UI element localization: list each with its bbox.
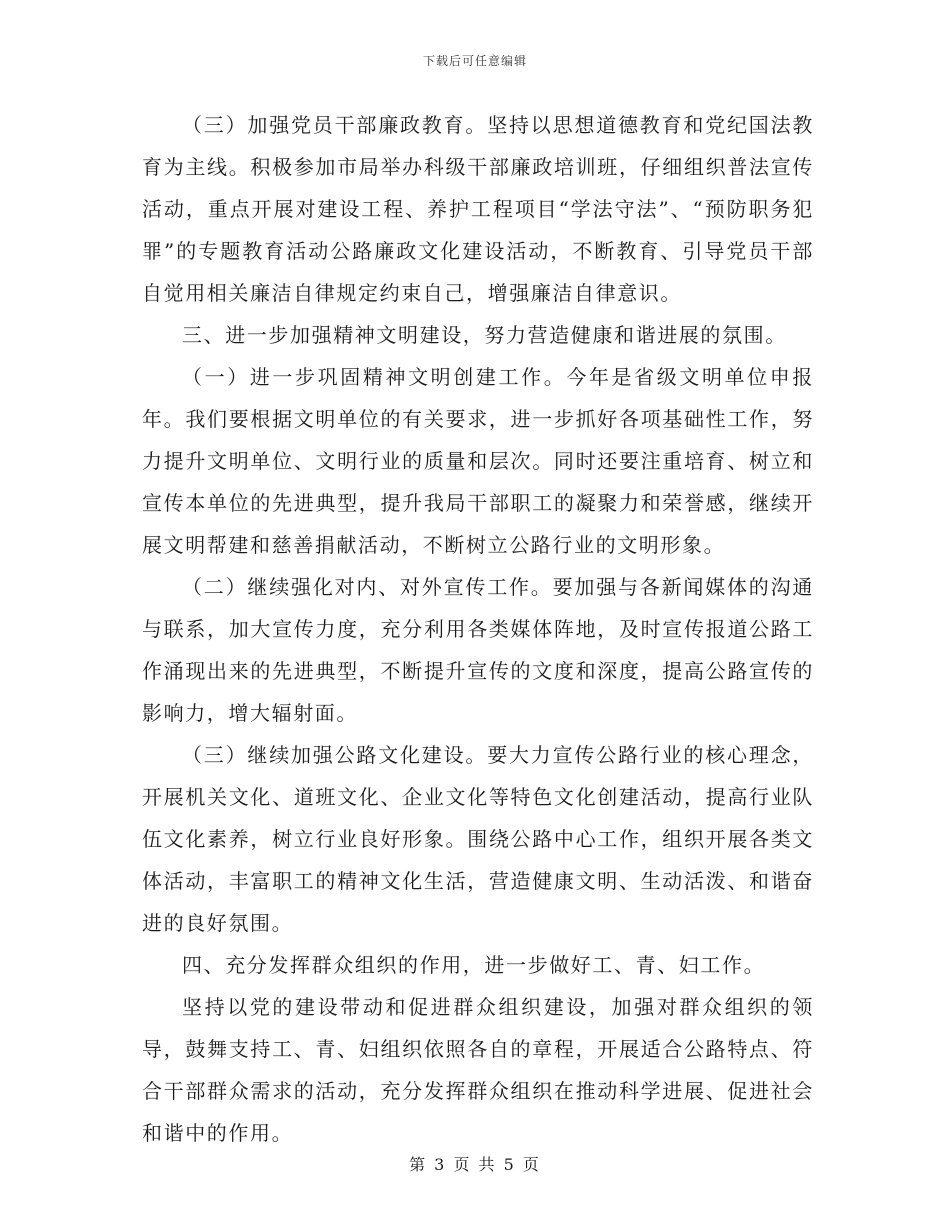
document-body bbox=[142, 104, 814, 1154]
header-note: 下载后可任意编辑 bbox=[422, 54, 527, 68]
paragraph-civilization-creation: （一）进一步巩固精神文明创建工作。今年是省级文明单位申报年。我们要根据文明单位的有关要求，进一步抓好各项基础性工作，努力提升文明单位、文明行业的质量和层次。同时还要注重培育、树立和宣传本单位的先进典型，提升我局干部职工的凝聚力和荣誉感，继续开展文明帮建和慈善捐献活动，不断树立公路行业的文明形象。 bbox=[142, 365, 814, 557]
paragraph-road-culture: （三）继续加强公路文化建设。要大力宣传公路行业的核心理念，开展机关文化、道班文化、企业文化等特色文化创建活动，提高行业队伍文化素养，树立行业良好形象。围绕公路中心工作，组织开展各类文体活动，丰富职工的精神文化生活，营造健康文明、生动活泼、和谐奋进的良好氛围。 bbox=[142, 743, 814, 935]
section-heading-spiritual-civilization: 三、进一步加强精神文明建设，努力营造健康和谐进展的氛围。 bbox=[182, 323, 787, 347]
paragraph-integrity-education: （三）加强党员干部廉政教育。坚持以思想道德教育和党纪国法教育为主线。积极参加市局举办科级干部廉政培训班，仔细组织普法宣传活动，重点开展对建设工程、养护工程项目“学法守法”、“预防职务犯罪”的专题教育活动公路廉政文化建设活动，不断教育、引导党员干部自觉用相关廉洁自律规定约束自己，增强廉洁自律意识。 bbox=[142, 113, 814, 305]
paragraph-publicity-work: （二）继续强化对内、对外宣传工作。要加强与各新闻媒体的沟通与联系，加大宣传力度，充分利用各类媒体阵地，及时宣传报道公路工作涌现出来的先进典型，不断提升宣传的文度和深度，提高公路宣传的影响力，增大辐射面。 bbox=[142, 575, 814, 725]
page-number: 第 3 页 共 5 页 bbox=[409, 1155, 541, 1174]
section-heading-mass-organizations: 四、充分发挥群众组织的作用，进一步做好工、青、妇工作。 bbox=[182, 953, 766, 977]
paragraph-mass-organizations: 坚持以党的建设带动和促进群众组织建设，加强对群众组织的领导，鼓舞支持工、青、妇组织依照各自的章程，开展适合公路特点、符合干部群众需求的活动，充分发挥群众组织在推动科学进展、促进社会和谐中的作用。 bbox=[142, 995, 814, 1145]
